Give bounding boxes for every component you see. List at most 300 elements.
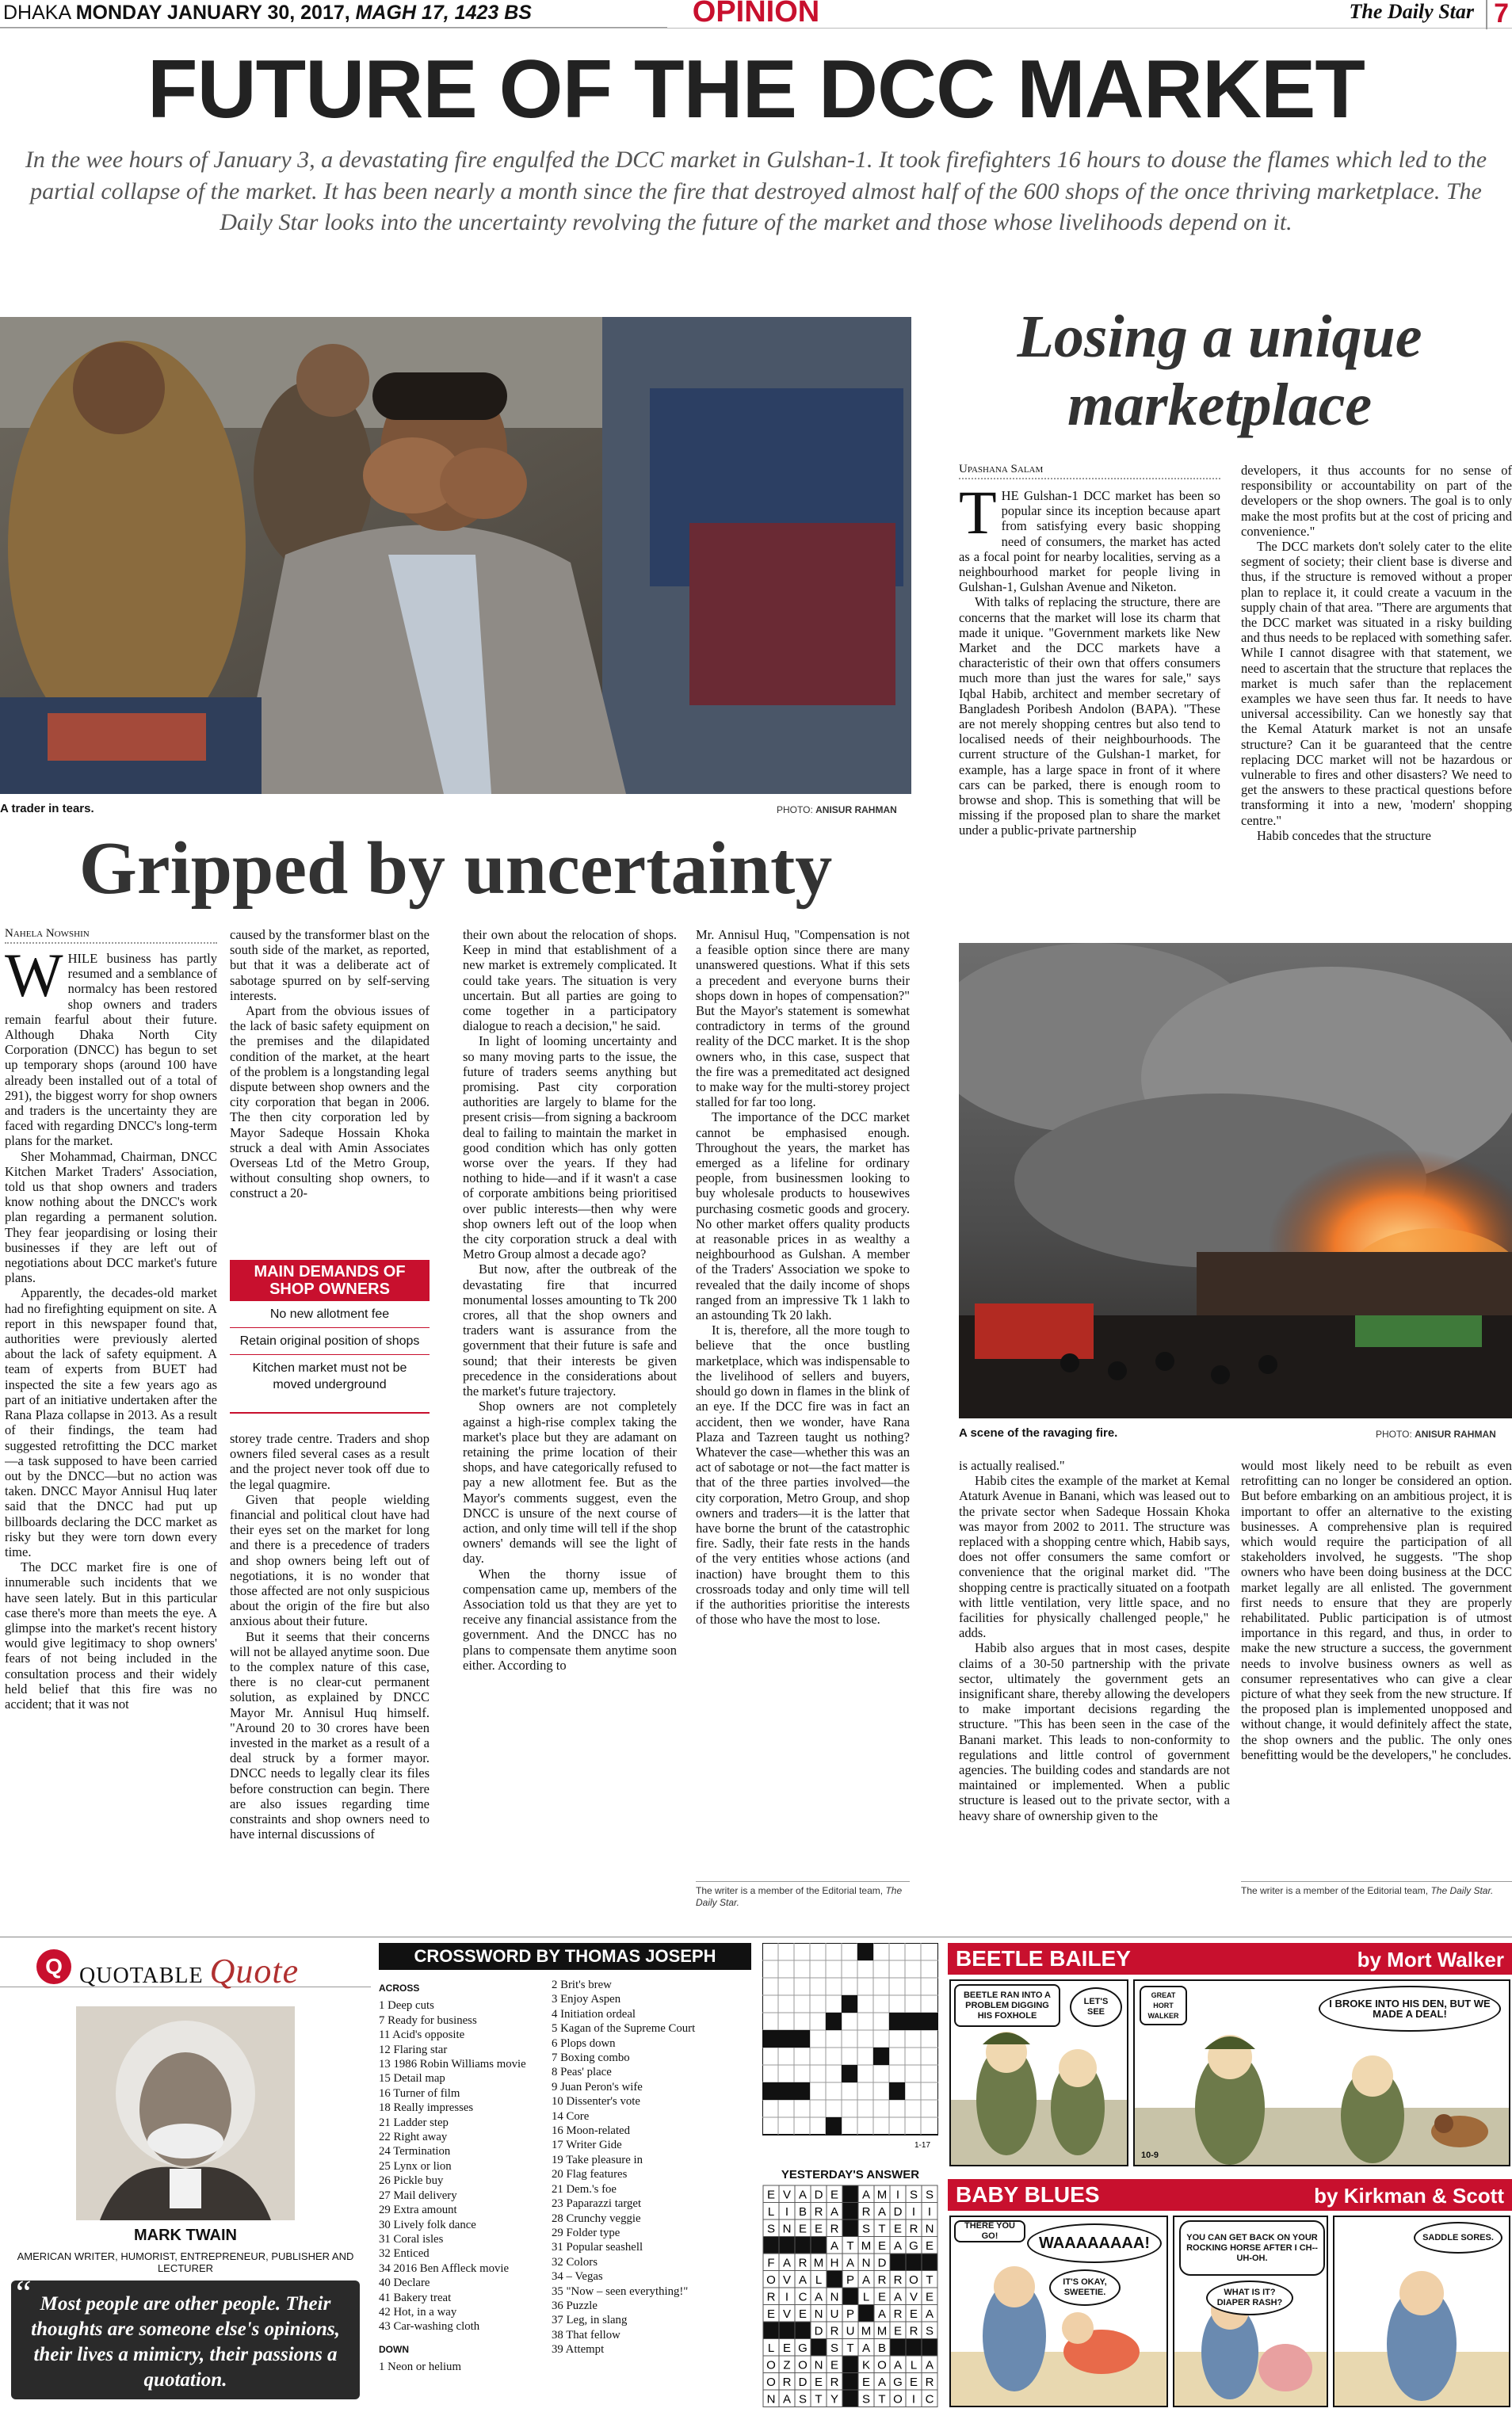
- answer-letter: T: [878, 2222, 886, 2236]
- answer-letter: E: [877, 2239, 887, 2253]
- answer-letter: A: [830, 2205, 839, 2219]
- answer-letter: T: [815, 2392, 823, 2406]
- answer-letter: L: [767, 2205, 775, 2219]
- newspaper-logo: The Daily Star: [1349, 0, 1474, 23]
- story2-column-3: [959, 1458, 1230, 1918]
- story2-paragraph: would most likely need to be rebuilt as even retrofitting can no longer be considered an option. But before embarking on an ambitious project, it is important to offer an alternative to the existing businesses. A comprehensive plan is required which would require the participation of all stakeholders involved, he suggests. "The shop owners who have been doing business at the DCC market legally are all enlisted. The government first needs to ensure that they are properly rehabilitated. Public participation is of utmost importance in this regard, and thus, in order to make the new structure a success, the government needs to involve business owners as well as consumer representatives who can give a clear picture of what they seek from the new structure. If the proposed plan is implemented unopposed and without change, it would definitely affect the state, the shop owners and the public. The only ones benefitting would be the developers," he concludes.: [1241, 1458, 1512, 1762]
- answer-letter: E: [798, 2222, 808, 2236]
- answer-letter: U: [846, 2324, 855, 2338]
- story1-paragraph: When the thorny issue of compensation came up, members of the Association told us that they are yet to receive any financial assistance from the government. And the DNCC has no plans to compensate them anytime soon either. According to: [463, 1566, 677, 1673]
- answer-letter: E: [925, 2239, 934, 2253]
- answer-cell: [890, 2254, 906, 2271]
- baby-blues-title-bar: [948, 2179, 1512, 2211]
- story1-column-1: [5, 951, 217, 1918]
- crossword-clue: 7 Boxing combo: [552, 2052, 630, 2065]
- answer-cell: [842, 2185, 858, 2203]
- crossword-title-main: CROSSWORD: [414, 1946, 532, 1966]
- answer-letter: T: [846, 2239, 854, 2253]
- answer-cell: [779, 2322, 795, 2339]
- story2-dropcap: T: [959, 488, 997, 547]
- answer-letter: P: [846, 2273, 855, 2287]
- crossword-clue: 37 Leg, in slang: [552, 2314, 628, 2327]
- answer-letter: I: [911, 2205, 916, 2219]
- answer-letter: R: [893, 2307, 903, 2321]
- answer-letter: N: [925, 2222, 934, 2236]
- story1-column-2a: [230, 927, 430, 1252]
- demands-box-title: MAIN DEMANDS OF SHOP OWNERS: [230, 1260, 430, 1301]
- story1-byline: Nahela Nowshin: [5, 927, 217, 944]
- fire-photo-image: [959, 943, 1512, 1418]
- answer-letter: L: [910, 2358, 918, 2372]
- story1-paragraph: It is, therefore, all the more tough to believe that the once bustling marketplace, which was indispensable to the livelihood of sellers and buyers, should go down in flames in the blink of an eye. If the DCC fire was in fact an accident, then we wonder, have Rana Plaza and Tazreen taught us nothing? Whatever the case—whether this was an act of sabotage or not—the fact matter is that of the three parties involved—the city corporation, Metro Group, and shop owners and traders—it is the latter that have borne the brunt of the catastrophic fire. Sadly, their fate rests in the hands of the very entities whose actions (and inaction) have brought them to this crossroads today and only time will tell if the authorities prioritise the interests of those who have the most to lose.: [696, 1323, 910, 1628]
- crossword-clue: 39 Attempt: [552, 2343, 605, 2357]
- crossword-clue: 35 "Now – seen everything!": [552, 2284, 689, 2298]
- crossword-clue: 30 Lively folk dance: [379, 2218, 476, 2231]
- story2-headline-line2: marketplace: [1067, 372, 1373, 438]
- crossword-title-author: BY THOMAS JOSEPH: [536, 1946, 716, 1966]
- answer-letter: S: [909, 2188, 918, 2202]
- answer-letter: Y: [830, 2392, 839, 2406]
- answer-cell: [842, 2219, 858, 2237]
- story1-column-4: [696, 927, 910, 1875]
- answer-cell: [906, 2339, 922, 2357]
- beetle-bailey-title: BEETLE BAILEY: [956, 1946, 1131, 1971]
- answer-letter: O: [766, 2376, 776, 2389]
- answer-cell: [811, 2339, 827, 2357]
- crossword-clue: 12 Flaring star: [379, 2043, 448, 2056]
- answer-letter: C: [798, 2290, 808, 2304]
- crossword-clue: 17 Writer Gide: [552, 2139, 622, 2152]
- answer-letter: Z: [783, 2358, 791, 2372]
- answer-letter: A: [861, 2188, 871, 2202]
- answer-letter: A: [861, 2273, 871, 2287]
- answer-letter: O: [877, 2358, 887, 2372]
- crossword-clue: 36 Puzzle: [552, 2299, 598, 2312]
- answer-letter: G: [909, 2239, 918, 2253]
- answer-letter: R: [909, 2324, 918, 2338]
- answer-cell: [890, 2339, 906, 2357]
- answer-letter: A: [925, 2358, 934, 2372]
- answer-cell: [842, 2356, 858, 2373]
- story2-byline: Upashana Salam: [959, 463, 1220, 479]
- crossword-date: 1-17: [914, 2141, 930, 2150]
- yesterdays-answer: [762, 2168, 938, 2410]
- crossword-clue: 34 – Vegas: [552, 2270, 603, 2284]
- story2-column-4: [1241, 1458, 1512, 1872]
- answer-letter: H: [830, 2256, 839, 2270]
- crossword-clue: 2 Brit's brew: [552, 1979, 612, 1991]
- answer-letter: M: [861, 2239, 872, 2253]
- crossword-clue: 10 Dissenter's vote: [552, 2095, 640, 2109]
- answer-letter: A: [893, 2358, 903, 2372]
- crossword-clue: 24 Termination: [379, 2145, 451, 2158]
- answer-letter: N: [766, 2392, 776, 2406]
- story1-paragraph: But it seems that their concerns will not be allayed anytime soon. Due to the complex nature of this case, there is no clear-cut permanent solution, as explained by DNCC Mayor Mr. Annisul Huq himself. "Around 20 to 30 crores have been invested in the market as a result of a deal struck by a former mayor. DNCC needs to legally clear its files before construction can begin. There are also issues regarding time constraints and shop owners need to have internal discussions of: [230, 1628, 430, 1842]
- trader-photo: [0, 317, 911, 794]
- story1-paragraph: Shop owners are not completely against a high-rise complex taking the market's place but they are adamant on retaining the prime location of their shops, and have categorically refused to pay a new allotment fee. But as the Mayor's comments suggest, even the DNCC is unsure of the next course of action, and only time will tell if the shop owners' demands will see the light of day.: [463, 1399, 677, 1567]
- answer-letter: B: [798, 2205, 808, 2219]
- answer-letter: S: [925, 2324, 934, 2338]
- quotable-quote-box: [0, 1943, 371, 2410]
- crossword-clue: 3 Enjoy Aspen: [552, 1993, 621, 2006]
- story1-paragraph: caused by the transformer blast on the south side of the market, as reported, but that it was a deliberate act of sabotage spurred on by self-serving interests.: [230, 927, 430, 1003]
- answer-cell: [811, 2237, 827, 2254]
- answer-letter: N: [782, 2222, 792, 2236]
- story1-column-3: [463, 927, 677, 1918]
- answer-cell: [922, 2254, 937, 2271]
- crossword-clue: 1 Neon or helium: [379, 2361, 461, 2374]
- crossword-across-label: ACROSS: [379, 1983, 420, 1994]
- crossword-clue: 31 Coral isles: [379, 2232, 444, 2246]
- answer-letter: V: [782, 2188, 792, 2202]
- answer-cell: [795, 2237, 811, 2254]
- story1-paragraph: Sher Mohammad, Chairman, DNCC Kitchen Market Traders' Association, told us that shop owners and traders know nothing about the DNCC's work plan regarding a permanent solution. They fear jeopardising or losing their businesses if they are left out of negotiations about DCC market's future plans.: [5, 1148, 217, 1286]
- answer-letter: G: [893, 2376, 903, 2389]
- answer-letter: I: [927, 2205, 932, 2219]
- answer-letter: G: [798, 2342, 808, 2355]
- crossword-grid[interactable]: [762, 1943, 938, 2151]
- answer-letter: R: [798, 2256, 808, 2270]
- answer-letter: E: [814, 2376, 823, 2389]
- answer-letter: B: [877, 2342, 887, 2355]
- answer-letter: E: [766, 2307, 776, 2321]
- answer-letter: T: [846, 2342, 854, 2355]
- baby-blues-author: by Kirkman & Scott: [1314, 2184, 1504, 2208]
- answer-letter: A: [782, 2256, 792, 2270]
- story1-column-2b: [230, 1431, 430, 1918]
- answer-letter: N: [861, 2256, 871, 2270]
- story1-paragraph: Apparently, the decades-old market had no firefighting equipment on site. A report in this newspaper found that, authorities were previously alerted about the lack of safety equipment. A team of experts from BUET had inspected the site a few years ago as part of an initiative undertaken after the Rana Plaza collapse in 2013. As a result of their findings, the team had suggested retrofitting the DCC market—a task supposed to have been carried out by the DNCC—but no action was taken. DNCC Mayor Annisul Huq later said that the DNCC had put up billboards declaring the DCC market as risky but they were torn down every time.: [5, 1285, 217, 1559]
- dateline-city: DHAKA: [3, 2, 71, 24]
- answer-letter: A: [814, 2290, 823, 2304]
- crossword-clue: 5 Kagan of the Supreme Court: [552, 2022, 696, 2036]
- crossword-clue: 38 That fellow: [552, 2328, 620, 2342]
- story1-headline: Gripped by uncertainty: [78, 827, 833, 910]
- crossword-clue: 16 Turner of film: [379, 2086, 460, 2100]
- story2-paragraph: Habib also argues that in most cases, despite claims of a 30-50 partnership with the private sector, ultimately the government gets an insignificant share, thereby allowing the developers to make important decisions regarding the structure. "This has been seen in the case of the Banani market. This leads to non-conformity to regulations and little control of government agencies. The building codes and standards are not maintained or implemented. When a public structure is leased out to the private sector, with a heavy share of ownership given to the: [959, 1640, 1230, 1823]
- story2-headline: [927, 303, 1512, 439]
- story2-column-2: [1241, 463, 1512, 932]
- beetle-bailey-panel-2: [1133, 1979, 1510, 2166]
- story1-paragraph: But now, after the outbreak of the devastating fire that incurred monumental losses amounting to Tk 200 crores, all that the shop owners and traders want is assurance from the government that their future is safe and sound; that their interests be given precedence in the considerations about the market's future trajectory.: [463, 1261, 677, 1399]
- answer-letter: I: [785, 2290, 789, 2304]
- answer-letter: A: [925, 2307, 934, 2321]
- story1-paragraph: In light of looming uncertainty and so many moving parts to the issue, the future of traders seems anything but promising. Past city corporation authorities are largely to blame for the present crisis—from signing a backroom deal to failing to maintain the market in good condition which has only gotten worse over the years. If they had nothing to hide—and if it wasn't a case of corporate ambitions being prioritised over public interests—then why were shop owners left out of the loop when the city corporation struck a deal with Metro Group almost a decade ago?: [463, 1033, 677, 1262]
- answer-letter: S: [925, 2188, 934, 2202]
- beetle-bailey-title-bar: [948, 1943, 1512, 1975]
- crossword-clue: 21 Dem.'s foe: [552, 2182, 617, 2196]
- answer-letter: A: [893, 2239, 903, 2253]
- answer-letter: L: [815, 2273, 823, 2287]
- answer-letter: D: [814, 2188, 823, 2202]
- answer-letter: A: [861, 2342, 871, 2355]
- story2-paragraph: is actually realised.": [959, 1458, 1065, 1473]
- baby-blues-panel-1: [949, 2216, 1168, 2407]
- crossword-clue: 7 Ready for business: [379, 2013, 477, 2027]
- answer-letter: P: [846, 2307, 855, 2321]
- masthead: [0, 0, 1512, 29]
- section-label: OPINION: [692, 0, 820, 29]
- fire-photo-caption: A scene of the ravaging fire.: [959, 1426, 1118, 1440]
- quote-q-icon: Q: [36, 1949, 71, 1984]
- fire-photo-credit: [1376, 1429, 1496, 1440]
- answer-letter: I: [911, 2392, 916, 2406]
- answer-letter: M: [813, 2256, 824, 2270]
- story2-endnote: [1241, 1881, 1512, 1897]
- answer-letter: A: [846, 2256, 855, 2270]
- crossword-down-list: [379, 2360, 545, 2374]
- fire-photo: [959, 943, 1512, 1418]
- answer-cell: [842, 2203, 858, 2220]
- story2-endnote-paper: The Daily Star.: [1430, 1885, 1494, 1896]
- beetle-bailey-panel-1: [949, 1979, 1128, 2166]
- crossword-clue: 26 Pickle buy: [379, 2174, 444, 2188]
- answer-letter: T: [926, 2273, 934, 2287]
- answer-letter: E: [893, 2222, 903, 2236]
- answer-letter: L: [862, 2290, 870, 2304]
- demands-box-item: No new allotment fee: [230, 1301, 430, 1328]
- answer-letter: E: [877, 2290, 887, 2304]
- baby-blues-bubble-4: YOU CAN GET BACK ON YOUR ROCKING HORSE AFTER I CH--UH-OH.: [1179, 2220, 1325, 2276]
- answer-letter: L: [767, 2342, 775, 2355]
- crossword-panel: [379, 1943, 751, 2410]
- answer-cell: [922, 2339, 937, 2357]
- story1-endnote-text: The writer is a member of the Editorial team,: [696, 1885, 884, 1896]
- crossword-clue: 11 Acid's opposite: [379, 2029, 465, 2042]
- fire-photo-credit-label: PHOTO:: [1376, 1429, 1412, 1440]
- dateline-bangla-date: MAGH 17, 1423 BS: [355, 2, 532, 24]
- answer-letter: S: [861, 2392, 871, 2406]
- trader-photo-image: [0, 317, 911, 794]
- crossword-clue: 28 Crunchy veggie: [552, 2212, 641, 2225]
- answer-cell: [842, 2373, 858, 2391]
- answer-letter: A: [830, 2239, 839, 2253]
- answer-letter: D: [877, 2256, 887, 2270]
- story1-endnote-paper: The Daily Star.: [696, 1885, 903, 1908]
- answer-letter: A: [893, 2290, 903, 2304]
- answer-cell: [858, 2305, 874, 2322]
- baby-blues-panel-2: [1173, 2216, 1328, 2407]
- baby-blues-panel-3: [1333, 2216, 1510, 2407]
- answer-cell: [795, 2322, 811, 2339]
- beetle-bailey-bubble-1: BEETLE RAN INTO A PROBLEM DIGGING HIS FOXHOLE: [954, 1984, 1060, 2027]
- answer-letter: M: [876, 2324, 888, 2338]
- crossword-clue: 19 Take pleasure in: [552, 2153, 643, 2166]
- answer-letter: E: [830, 2188, 839, 2202]
- dateline-date: MONDAY JANUARY 30, 2017,: [75, 2, 350, 24]
- answer-letter: A: [798, 2188, 808, 2202]
- crossword-clue: 20 Flag features: [552, 2168, 628, 2181]
- story2-paragraph: With talks of replacing the structure, there are concerns that the market will lose its charm that made it unique. "Government markets like New Market and the DCC markets have a characteristic of their own that offers consumers much more than just the wares for sale," says Iqbal Habib, architect and member secretary of Bangladesh Poribesh Andolon (BAPA). "These are not merely shopping centres but also tend to localised needs of their neighbourhoods. The current structure of the Gulshan-1 market, for example, has a large space in front of it where cars can be parked, there is enough room to browse and shop. This is something that will be missing if the proposed plan to share the market under a public-private partnership: [959, 594, 1220, 838]
- answer-letter: O: [893, 2392, 903, 2406]
- dateline: [3, 2, 532, 25]
- crossword-clue: 1 Deep cuts: [379, 1999, 434, 2013]
- story1-paragraph: Apart from the obvious issues of the lack of basic safety equipment on the premises and the dilapidated condition of the market, at the heart of the problem is a longstanding legal dispute between shop owners and the city corporation that began in 2006. The then city corporation led by Mayor Sadeque Hossain Khoka struck a deal with Amin Associates Overseas Ltd of the Metro Group, without consulting shop owners, to construct a 20-: [230, 1003, 430, 1201]
- answer-letter: D: [798, 2376, 808, 2389]
- answer-letter: E: [925, 2290, 934, 2304]
- answer-letter: R: [830, 2324, 839, 2338]
- answer-letter: R: [861, 2205, 871, 2219]
- crossword-clue: 25 Lynx or lion: [379, 2159, 452, 2173]
- answer-letter: E: [909, 2376, 918, 2389]
- answer-letter: O: [766, 2273, 776, 2287]
- story2-column-1: [959, 488, 1220, 932]
- answer-cell: [827, 2271, 842, 2288]
- answer-letter: N: [830, 2290, 839, 2304]
- baby-blues-bubble-3: IT'S OKAY, SWEETIE.: [1049, 2269, 1121, 2306]
- yesterdays-answer-title: YESTERDAY'S ANSWER: [781, 2168, 920, 2181]
- answer-letter: O: [909, 2273, 918, 2287]
- crossword-down-label: DOWN: [379, 2343, 409, 2355]
- answer-cell: [906, 2254, 922, 2271]
- demands-box: [230, 1260, 430, 1414]
- quote-author-description: AMERICAN WRITER, HUMORIST, ENTREPRENEUR, PUBLISHER AND LECTURER: [17, 2250, 354, 2274]
- answer-letter: M: [861, 2324, 872, 2338]
- answer-letter: A: [782, 2392, 792, 2406]
- answer-letter: E: [814, 2222, 823, 2236]
- page-intro: In the wee hours of January 3, a devastating fire engulfed the DCC market in Gulshan-1. It took firefighters 16 hours to douse the flames which led to the partial collapse of the market. It has been nearly a month since the fire that destroyed almost half of the 600 shops of the once thriving marketplace. The Daily Star looks into the uncertainty revolving the future of the market and those whose livelihoods depend on it.: [25, 147, 1487, 236]
- crossword-clue: 13 1986 Robin Williams movie: [379, 2058, 526, 2071]
- beetle-bailey-strip: [948, 1943, 1512, 2171]
- quote-label-big: Quote: [209, 1952, 300, 1990]
- story1-paragraph: The importance of the DCC market cannot be emphasised enough. Throughout the years, the market has emerged as a lifeline for ordinary people, from businessmen looking to buy wholesale products to housewives purchasing cosmetic goods and grocery. No other market offers quality products at reasonable prices in as wealthy a neighbourhood as Gulshan. A member of the Traders' Association we spoke to revealed that the daily income of shops ranged from an impressive Tk 1 lakh to an astounding Tk 20 lakh.: [696, 1109, 910, 1323]
- beetle-bailey-bubble-3: GREAT HORT WALKER: [1140, 1986, 1187, 2025]
- quote-label-small: QUOTABLE: [79, 1964, 204, 1988]
- answer-letter: N: [814, 2358, 823, 2372]
- answer-cell: [842, 2390, 858, 2407]
- answer-cell: [763, 2322, 779, 2339]
- crossword-across-list: [379, 1998, 545, 2334]
- answer-letter: E: [830, 2358, 839, 2372]
- answer-letter: N: [814, 2307, 823, 2321]
- baby-blues-bubble-5: WHAT IS IT? DIAPER RASH?: [1206, 2281, 1293, 2315]
- answer-letter: F: [767, 2256, 775, 2270]
- answer-letter: S: [798, 2392, 808, 2406]
- trader-photo-credit-name: ANISUR RAHMAN: [815, 804, 897, 815]
- page-headline: FUTURE OF THE DCC MARKET: [147, 44, 1365, 135]
- answer-letter: I: [895, 2188, 900, 2202]
- quote-header: [0, 1943, 371, 1990]
- story2-paragraph: Habib concedes that the structure: [1257, 827, 1431, 843]
- story2-paragraph: The DCC markets don't solely cater to the elite segment of society; their client base is diverse and thus, if the structure is removed without a proper plan to replace it, it could create a vacuum in the supply chain of that area. "There are arguments that the DCC market was situated in a risky building and thus needs to be replaced with something safer. While I cannot disagree with that statement, we need to ascertain that the structure that replaces the market is much safer than the replacement examples we have seen thus far. It needs to have universal accessibility. Can we honestly say that the Kemal Ataturk market is not an unsafe structure? Can it be guaranteed that the centre replacing DCC market will not be hazardous or vulnerable to fires and other disasters? We need to get the answers to these practical questions before transforming it into a new, 'modern' shopping centre.": [1241, 539, 1512, 828]
- beetle-bailey-date: 10-9: [1141, 2151, 1159, 2160]
- quote-text: Most people are other people. Their thoughts are someone else's opinions, their lives a mimicry, their passions a quotation.: [11, 2281, 360, 2399]
- quote-author: MARK TWAIN: [134, 2227, 237, 2244]
- quote-label: [79, 1951, 299, 1991]
- answer-letter: E: [861, 2376, 871, 2389]
- answer-letter: R: [814, 2205, 823, 2219]
- answer-letter: R: [830, 2376, 839, 2389]
- story2-paragraph: Habib cites the example of the market at Kemal Ataturk Avenue in Banani, which was leased out to the private sector when Sadeque Hossain Khoka was mayor from 2002 to 2011. The structure was replaced with a shopping centre which, Habib says, does not offer consumers the same comfort or convenience that the original market did. "The shopping centre is practically situated on a footpath with little ventilation, very little space, and no facilities for physically challenged people," he adds.: [959, 1473, 1230, 1641]
- yesterdays-answer-grid: [762, 2185, 938, 2408]
- answer-letter: O: [766, 2358, 776, 2372]
- crossword-clue: 32 Colors: [552, 2255, 598, 2269]
- story1-endnote: [696, 1881, 910, 1909]
- crossword-clue: 6 Plops down: [552, 2036, 616, 2050]
- beetle-bailey-bubble-2: LET'S SEE: [1070, 1987, 1122, 2027]
- beetle-bailey-author: by Mort Walker: [1357, 1948, 1504, 1971]
- crossword-clues-right: [552, 1978, 751, 2357]
- answer-cell: [842, 2288, 858, 2305]
- answer-letter: R: [925, 2376, 934, 2389]
- story1-paragraph: The DCC market fire is one of innumerable such incidents that we have seen lately. But in this particular case there's more than meets the eye. A glimpse into the market's recent history would give legitimacy to shop owners' fears of not being included in the consultation process and their widely held belief that this fire was no accident; that it was not: [5, 1559, 217, 1712]
- answer-letter: E: [893, 2324, 903, 2338]
- answer-letter: S: [830, 2342, 839, 2355]
- answer-letter: A: [877, 2307, 887, 2321]
- crossword-clue: 32 Enticed: [379, 2247, 430, 2261]
- answer-letter: A: [877, 2205, 887, 2219]
- crossword-clue: 34 2016 Ben Affleck movie: [379, 2261, 510, 2275]
- page-number: 7: [1486, 0, 1509, 29]
- story2-endnote-text: The writer is a member of the Editorial team,: [1241, 1885, 1429, 1896]
- answer-letter: I: [785, 2205, 789, 2219]
- crossword-clue: 18 Really impresses: [379, 2101, 474, 2115]
- story1-paragraph: Given that people wielding financial and political clout have had their eyes set on the market for long and there is a precedence of traders and shop owners being left out of negotiations, it is no wonder that those affected are not only suspicious about the origin of the fire but also anxious about their future.: [230, 1491, 430, 1629]
- masthead-rule: [0, 27, 667, 28]
- answer-letter: R: [830, 2222, 839, 2236]
- crossword-clue: 23 Paparazzi target: [552, 2197, 642, 2211]
- beetle-bailey-bubble-4: I BROKE INTO HIS DEN, BUT WE MADE A DEAL!: [1319, 1986, 1501, 2032]
- answer-letter: S: [861, 2222, 871, 2236]
- story1-paragraph: storey trade centre. Traders and shop owners filed several cases as a result and the project never took off due to the legal quagmire.: [230, 1431, 430, 1492]
- crossword-clue: 14 Core: [552, 2109, 590, 2123]
- story2-paragraph: developers, it thus accounts for no sense of responsibility or accountability on part of the developers or the shop owners. The goal is to only make the most profits but at the cost of pricing and convenience.": [1241, 463, 1512, 539]
- story1-dropcap: W: [5, 951, 63, 1010]
- story1-paragraph: their own about the relocation of shops. Keep in mind that establishment of a new market is extremely complicated. It could take years. The situation is very uncertain. But all parties are going to come together in a participatory dialogue to reach a decision," he said.: [463, 927, 677, 1034]
- demands-box-item: Kitchen market must not be moved underground: [252, 1361, 407, 1391]
- fire-photo-credit-name: ANISUR RAHMAN: [1415, 1429, 1496, 1440]
- crossword-clue: 16 Moon-related: [552, 2124, 631, 2138]
- baby-blues-title: BABY BLUES: [956, 2182, 1100, 2207]
- crossword-clue: 21 Ladder step: [379, 2116, 449, 2129]
- crossword-clue: 43 Car-washing cloth: [379, 2320, 480, 2334]
- crossword-clue: 29 Folder type: [552, 2226, 620, 2239]
- answer-letter: E: [798, 2307, 808, 2321]
- answer-letter: V: [782, 2273, 792, 2287]
- answer-cell: [763, 2237, 779, 2254]
- crossword-down-list-2: [552, 1978, 751, 2357]
- answer-letter: V: [782, 2307, 792, 2321]
- answer-cell: [779, 2237, 795, 2254]
- quote-mark-icon: “: [16, 2273, 32, 2312]
- story1-paragraph: HILE business has partly resumed and a semblance of normalcy has been restored shop owners and traders remain fearful about their future. Although Dhaka North City Corporation (DNCC) has begun to set up temporary shops (around 100 have already been installed out of a total of 291), the biggest worry for shop owners and traders is the uncertainty they are faced with regarding DNCC's long-term plans for the market.: [5, 951, 217, 1149]
- crossword-grid-svg: [762, 1943, 938, 2151]
- answer-letter: E: [782, 2342, 792, 2355]
- trader-photo-caption: A trader in tears.: [0, 802, 94, 815]
- answer-letter: A: [877, 2376, 887, 2389]
- answer-letter: T: [878, 2392, 886, 2406]
- trader-photo-credit: [777, 804, 897, 815]
- mark-twain-portrait: [76, 2006, 295, 2220]
- answer-letter: M: [876, 2188, 888, 2202]
- crossword-clue: 8 Peas' place: [552, 2066, 612, 2079]
- answer-letter: D: [814, 2324, 823, 2338]
- answer-letter: U: [830, 2307, 839, 2321]
- answer-letter: R: [766, 2290, 776, 2304]
- answer-letter: E: [766, 2188, 776, 2202]
- crossword-clue: 27 Mail delivery: [379, 2189, 457, 2202]
- crossword-title: [379, 1943, 751, 1970]
- story2-paragraph: HE Gulshan-1 DCC market has been so popular since its inception because apart from satisfying every basic shopping need of consumers, the market has acted as a focal point for nearby localities, serving as a neighbourhood market for people living in Gulshan-1, Gulshan Avenue and Niketon.: [959, 488, 1220, 595]
- crossword-clue: 15 Detail map: [379, 2072, 445, 2086]
- answer-letter: D: [893, 2205, 903, 2219]
- answer-letter: E: [909, 2307, 918, 2321]
- answer-letter: O: [798, 2358, 808, 2372]
- answer-letter: V: [909, 2290, 918, 2304]
- crossword-clue: 40 Declare: [379, 2277, 430, 2290]
- crossword-clue: 41 Bakery treat: [379, 2291, 452, 2304]
- answer-letter: R: [877, 2273, 887, 2287]
